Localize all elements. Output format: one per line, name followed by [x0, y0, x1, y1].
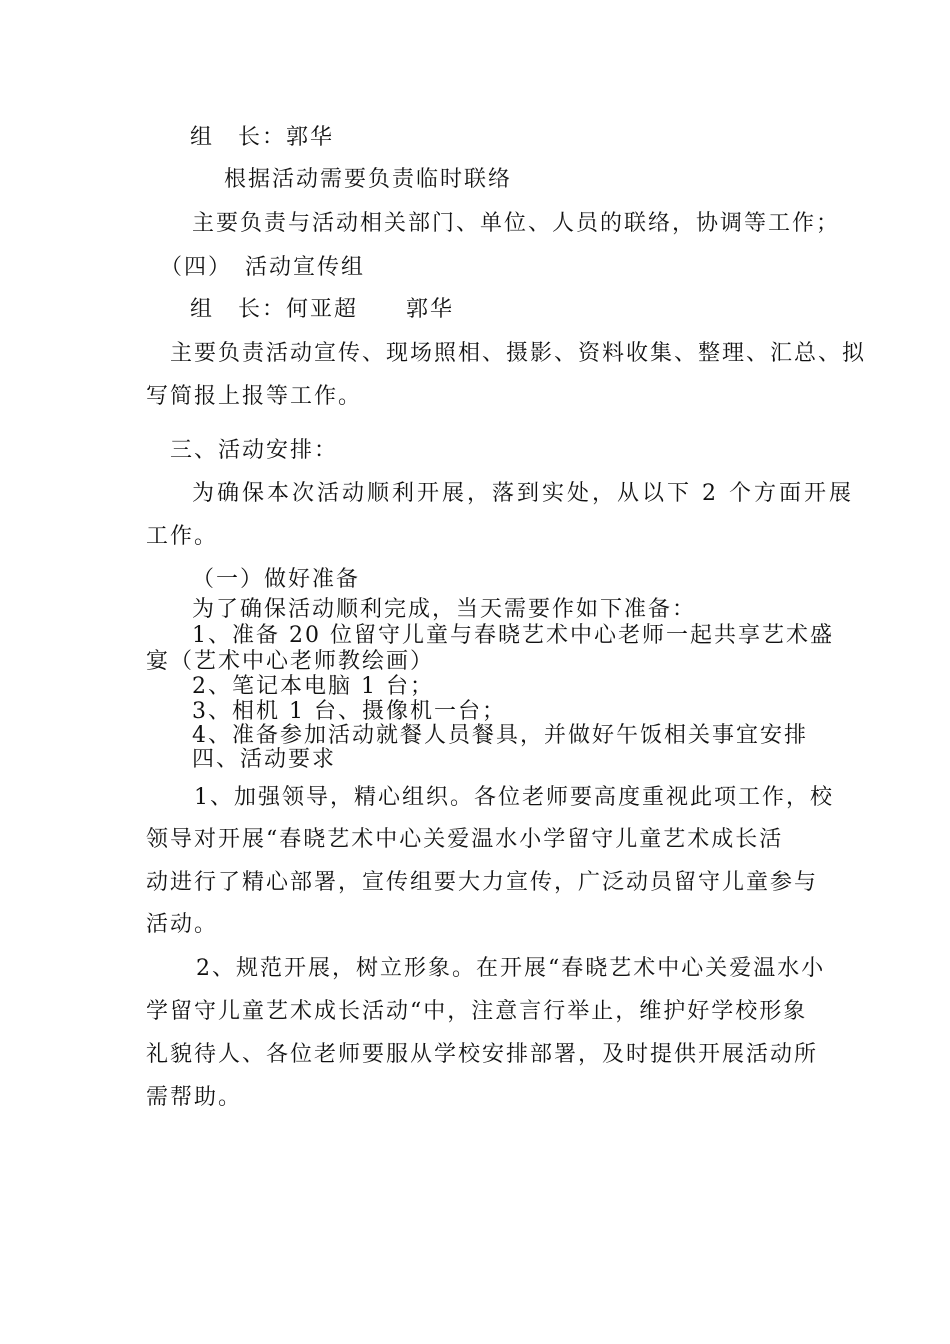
body-line: 为了确保活动顺利完成，当天需要作如下准备：: [192, 597, 697, 622]
body-line: 主要负责与活动相关部门、单位、人员的联络，协调等工作；: [192, 211, 841, 236]
body-line: 需帮助。: [146, 1085, 243, 1110]
section-heading: （四） 活动宣传组: [160, 255, 366, 280]
body-line: 写简报上报等工作。: [146, 384, 363, 409]
body-line: 学留守儿童艺术成长活动“中，注意言行举止，维护好学校形象: [146, 999, 808, 1024]
body-line: 礼貌待人、各位老师要服从学校安排部署，及时提供开展活动所: [146, 1042, 819, 1067]
section-heading: 三、活动安排：: [170, 438, 339, 463]
body-line: 领导对开展“春晓艺术中心关爱温水小学留守儿童艺术成长活: [146, 827, 784, 852]
subsection-heading: （一）做好准备: [192, 567, 361, 592]
body-line: 主要负责活动宣传、现场照相、摄影、资料收集、整理、汇总、拟: [170, 341, 867, 366]
list-item: 4、准备参加活动就餐人员餐具，并做好午饭相关事宜安排: [192, 723, 808, 748]
list-item-continuation: 宴（艺术中心老师教绘画）: [146, 649, 435, 674]
body-line: 为确保本次活动顺利开展，落到实处，从以下 2 个方面开展: [192, 481, 854, 506]
body-line: 活动。: [146, 912, 219, 937]
body-line: 2、规范开展，树立形象。在开展“春晓艺术中心关爱温水小: [196, 956, 826, 981]
body-line: 工作。: [146, 524, 219, 549]
group-leader-line-1: 组 长：郭华: [190, 125, 335, 150]
group-leader-line-2: 组 长：何亚超 郭华: [190, 297, 455, 322]
list-item: 3、相机 1 台、摄像机一台；: [192, 699, 506, 724]
list-item: 2、笔记本电脑 1 台；: [192, 674, 434, 699]
list-item: 1、准备 20 位留守儿童与春晓艺术中心老师一起共享艺术盛: [192, 623, 834, 648]
section-heading: 四、活动要求: [192, 747, 337, 772]
body-line: 根据活动需要负责临时联络: [224, 167, 513, 192]
body-line: 动进行了精心部署，宣传组要大力宣传，广泛动员留守儿童参与: [146, 870, 819, 895]
body-line: 1、加强领导，精心组织。各位老师要高度重视此项工作，校: [194, 785, 834, 810]
